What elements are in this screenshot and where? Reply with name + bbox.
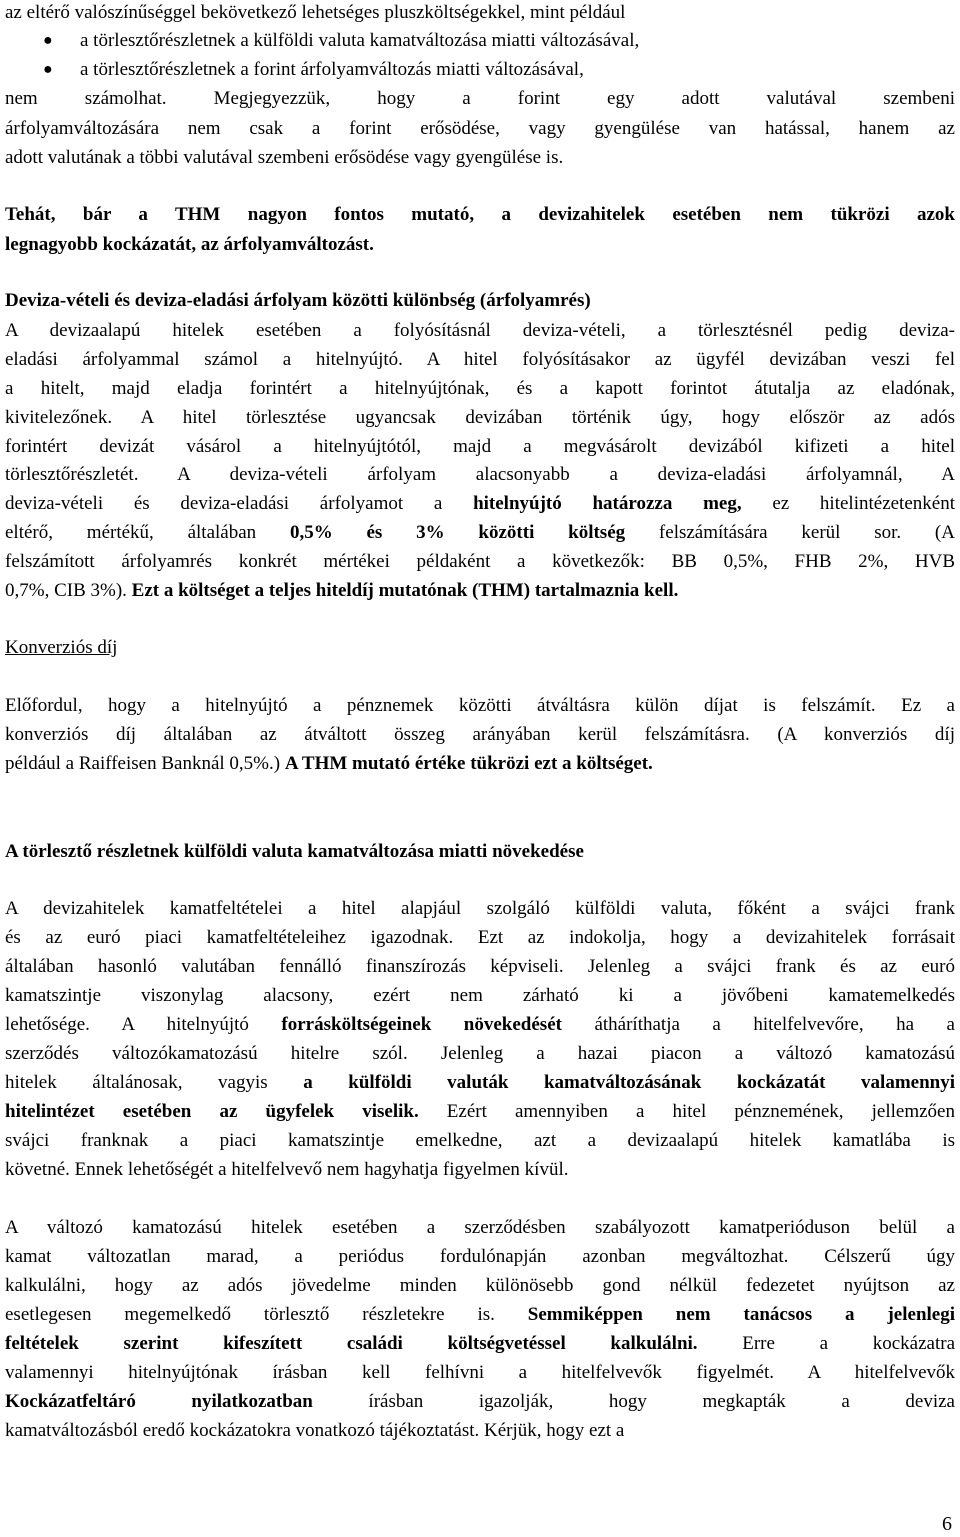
body-text: kamatszintje viszonylag alacsony, ezért nem zárható ki a jövőbeni kamatemelkedés (5, 985, 955, 1006)
text-line (5, 28, 955, 54)
text-line (5, 1215, 955, 1241)
bold-text: feltételek szerint kifeszített családi költségvetéssel kalkulálni. (5, 1333, 698, 1354)
text-line (5, 318, 955, 344)
bold-text: hitelnyújtó határozza meg, (473, 493, 742, 514)
text-line (5, 896, 955, 922)
text-line (5, 86, 955, 112)
text-line (5, 1302, 955, 1328)
body-text: A devizaalapú hitelek esetében a folyósításnál deviza-vételi, a törlesztésnél pedig deviza- (5, 320, 955, 341)
body-text: törlesztőrészletét. A deviza-vételi árfolyam alacsonyabb a deviza-eladási árfolyamnál, A (5, 464, 955, 485)
body-text: például a Raiffeisen Banknál 0,5%.) (5, 753, 285, 774)
text-line (5, 376, 955, 402)
text-line (5, 57, 955, 83)
body-text: árfolyamváltozására nem csak a forint erősödése, vagy gyengülése van hatással, hanem az (5, 118, 955, 139)
bullet-icon: ● (43, 61, 53, 78)
text-line (5, 405, 955, 431)
text-line (5, 1389, 955, 1415)
body-text: konverziós díj általában az átváltott összeg arányában kerül felszámításra. (A konverziós díj (5, 724, 955, 745)
body-text: kivitelezőnek. A hitel törlesztése ugyancsak devizában történik úgy, hogy először az adós (5, 407, 955, 428)
body-text: esetlegesen megemelkedő törlesztő részletekre is. (5, 1304, 528, 1325)
body-text: 0,7%, CIB 3%). (5, 580, 132, 601)
body-text: szerződés változókamatozású hitelre szól. Jelenleg a hazai piacon a változó kamatozású (5, 1043, 955, 1064)
text-line (5, 839, 955, 865)
text-line (5, 722, 955, 748)
page-number: 6 (942, 1513, 952, 1535)
text-line (5, 1418, 955, 1444)
bold-text: Ezt a költséget a teljes hiteldíj mutatónak (THM) tartalmaznia kell. (131, 580, 679, 601)
bullet-icon: ● (43, 32, 53, 49)
body-text: nem számolhat. Megjegyezzük, hogy a forint egy adott valutával szembeni (5, 88, 955, 109)
body-text: átháríthatja a hitelfelvevőre, ha a (561, 1014, 955, 1035)
bold-text: A törlesztő részletnek külföldi valuta kamatváltozása miatti növekedése (5, 841, 584, 862)
text-line (5, 1128, 955, 1154)
text-line (5, 1244, 955, 1270)
body-text: és az euró piaci kamatfeltételeihez igazodnak. Ezt az indokolja, hogy a devizahitelek forrásait (5, 927, 955, 948)
text-line (5, 1157, 955, 1183)
bullet-text (80, 28, 639, 54)
body-text: eltérő, mértékű, általában (5, 522, 290, 543)
text-line (5, 1273, 955, 1299)
text-line (5, 347, 955, 373)
bold-text: Tehát, bár a THM nagyon fontos mutató, a devizahitelek esetében nem tükrözi azok (5, 204, 955, 225)
text-line (5, 983, 955, 1009)
body-text: forintért devizát vásárol a hitelnyújtótól, majd a megvásárolt devizából kifizeti a hitel (5, 436, 955, 457)
body-text: Ezért amennyiben a hitel pénznemének, jellemzően (418, 1101, 955, 1122)
body-text: felszámított árfolyamrés konkrét mértékei példaként a következők: BB 0,5%, FHB 2%, HVB (5, 551, 955, 572)
bold-text: 0,5% és 3% közötti költség (289, 522, 626, 543)
text-line (5, 434, 955, 460)
text-line (5, 693, 955, 719)
bold-text: forrásköltségeinek növekedését (281, 1014, 562, 1035)
text-line (5, 954, 955, 980)
bold-text: Kockázatfeltáró nyilatkozatban (5, 1391, 313, 1412)
body-text: adott valutának a többi valutával szembeni erősödése vagy gyengülése is. (5, 147, 564, 168)
body-text: valamennyi hitelnyújtónak írásban kell felhívni a hitelfelvevők figyelmét. A hitelfelvevők (5, 1362, 955, 1383)
text-line (5, 751, 955, 777)
bold-text: a külföldi valuták kamatváltozásának kockázatát valamennyi (303, 1072, 955, 1093)
text-line (5, 116, 955, 142)
text-line (5, 288, 955, 314)
text-line (5, 1099, 955, 1125)
body-text: általában hasonló valutában fennálló finanszírozás képviseli. Jelenleg a svájci frank és az euró (5, 956, 955, 977)
text-line (5, 520, 955, 546)
text-line (5, 0, 955, 26)
body-text: Előfordul, hogy a hitelnyújtó a pénznemek közötti átváltásra külön díjat is felszámít. Ez a (5, 695, 955, 716)
body-text: követné. Ennek lehetőségét a hitelfelvevő nem hagyhatja figyelmen kívül. (5, 1159, 569, 1180)
body-text: kamatváltozásból eredő kockázatokra vonatkozó tájékoztatást. Kérjük, hogy ezt a (5, 1420, 625, 1441)
text-line (5, 1331, 955, 1357)
text-line (5, 491, 955, 517)
text-line (5, 1360, 955, 1386)
body-text: Erre a kockázatra (697, 1333, 956, 1354)
body-text: az eltérő valószínűséggel bekövetkező lehetséges pluszköltségekkel, mint például (5, 2, 626, 23)
text-line (5, 1070, 955, 1096)
body-text: a törlesztőrészletnek a forint árfolyamváltozás miatti változásával, (80, 59, 584, 80)
body-text: deviza-vételi és deviza-eladási árfolyamot a (5, 493, 474, 514)
bold-text: Semmiképpen nem tanácsos a jelenlegi (527, 1304, 956, 1325)
body-text: A devizahitelek kamatfeltételei a hitel alapjául szolgáló külföldi valuta, főként a svájci frank (5, 898, 955, 919)
text-line (5, 1041, 955, 1067)
body-text: svájci franknak a piaci kamatszintje emelkedne, azt a devizaalapú hitelek kamatlába is (5, 1130, 955, 1151)
body-text: a hitelt, majd eladja forintért a hitelnyújtónak, és a kapott forintot átutalja az eladónak, (5, 378, 955, 399)
text-line (5, 549, 955, 575)
body-text: ez hitelintézetenként (741, 493, 955, 514)
bold-text: Deviza-vételi és deviza-eladási árfolyam közötti különbség (árfolyamrés) (5, 290, 591, 311)
section-heading: Konverziós díj (5, 637, 118, 658)
text-line (5, 145, 955, 171)
body-text: írásban igazolják, hogy megkapták a deviza (312, 1391, 955, 1412)
text-line (5, 1012, 955, 1038)
body-text: a törlesztőrészletnek a külföldi valuta kamatváltozása miatti változásával, (80, 30, 640, 51)
body-text: kalkulálni, hogy az adós jövedelme minden különösebb gond nélkül fedezetet nyújtson az (5, 1275, 955, 1296)
body-text: hitelek általánosak, vagyis (5, 1072, 304, 1093)
body-text: kamat változatlan marad, a periódus fordulónapján azonban megváltozhat. Célszerű úgy (5, 1246, 955, 1267)
text-line (5, 925, 955, 951)
text-line (5, 202, 955, 228)
bold-text: A THM mutató értéke tükrözi ezt a költséget. (284, 753, 653, 774)
bullet-text (80, 57, 584, 83)
body-text: eladási árfolyammal számol a hitelnyújtó. A hitel folyósításakor az ügyfél devizában veszi fel (5, 349, 955, 370)
text-line (5, 232, 955, 258)
bold-text: hitelintézet esetében az ügyfelek viselik. (5, 1101, 419, 1122)
text-line (5, 462, 955, 488)
text-line (5, 635, 955, 661)
text-line (5, 578, 955, 604)
body-text: lehetősége. A hitelnyújtó (5, 1014, 282, 1035)
body-text: felszámítására kerül sor. (A (625, 522, 955, 543)
body-text: A változó kamatozású hitelek esetében a szerződésben szabályozott kamatperióduson belül a (5, 1217, 955, 1238)
bold-text: legnagyobb kockázatát, az árfolyamváltozást. (5, 234, 374, 255)
